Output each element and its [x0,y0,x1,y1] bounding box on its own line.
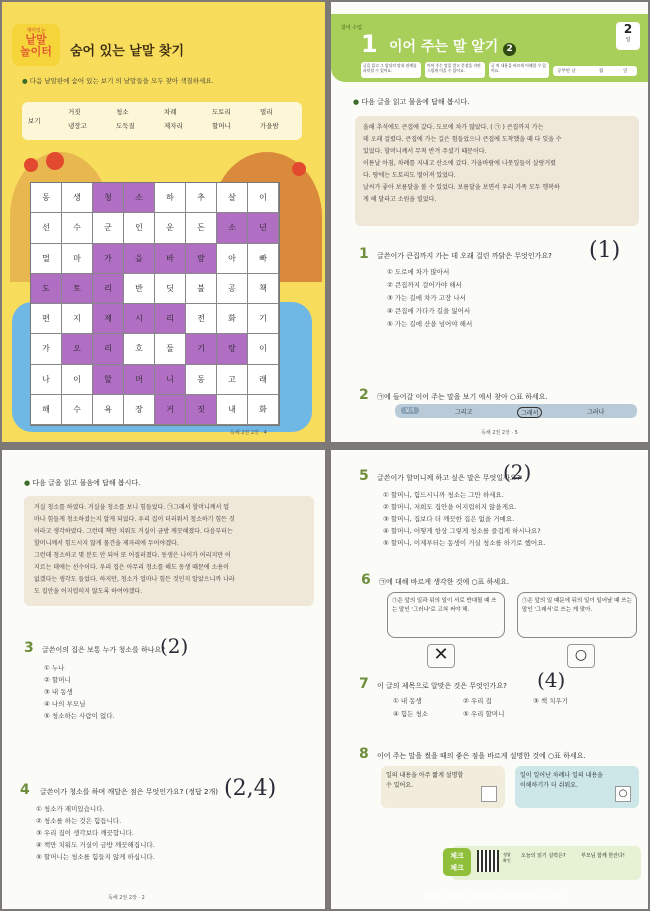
watermark: http://blog.naver.com/mosi1030 [424,891,563,902]
grid-cell[interactable]: 책 [248,274,279,304]
passage-line: 거실 청소를 하였다. 거실을 청소를 보니 힘들었다. ㉠그래서 할머니께서 얼 [34,504,230,511]
grid-cell[interactable]: 빠 [248,244,279,274]
grid-cell[interactable]: 선 [31,213,62,243]
question-text: ㉠에 들어갈 이어 주는 말을 보기 에서 찾아 ○표 하세요. [377,393,548,401]
word-item: 냉장고 [68,122,87,130]
grid-cell[interactable]: 화 [217,304,248,334]
grid-cell[interactable]: 지 [62,304,93,334]
instruction: ● 다음 글을 읽고 물음에 답해 봅시다. [24,479,141,487]
answer-option[interactable]: ① 누나 [44,664,65,672]
grid-cell[interactable]: 리 [93,274,124,304]
choice-bar [395,404,637,418]
check-text-1: 오늘의 읽기 실력은? [521,853,566,859]
choice-1[interactable]: 그리고 [455,409,473,416]
answer-option[interactable]: ② 청소를 하는 것은 힘듭니다. [36,817,122,825]
grid-cell[interactable]: 공 [217,274,248,304]
grid-cell[interactable]: 소 [124,183,155,213]
page-reading-2 [2,450,325,909]
grid-cell[interactable]: 내 [217,395,248,425]
question-text: 글쓴이의 집은 보통 누가 청소를 하나요? [42,646,166,654]
question-text: 글쓴이가 청소를 하며 깨달은 점은 무엇인가요? (정답 2개) [40,788,218,796]
grid-cell[interactable]: 머 [124,365,155,395]
date-field[interactable]: 공부한 날 월 일 [553,66,637,76]
grid-cell[interactable]: 시 [124,304,155,334]
answer-option[interactable]: ② 할머니, 저희도 집안을 어지럽히지 않을게요. [383,503,517,511]
answer-option[interactable]: ① 청소가 재미있습니다. [36,805,105,813]
passage-line: 지르는 데에는 선수이다. 우리 집은 아무리 청소를 해도 동생 때문에 소용이 [34,564,229,571]
instruction: ● 다음 글을 읽고 물음에 답해 봅시다. [353,98,470,106]
objective-card: 글을 읽고 그 앞뒤의 말과 관계를 파악할 수 있어요. [361,62,421,78]
grid-cell[interactable]: 하 [155,183,186,213]
grid-cell[interactable]: 소 [217,213,248,243]
passage-line: 할머니께서 힘드시지 않게 물건을 제자리에 두어야겠다. [34,540,179,547]
answer-option[interactable]: ② 큰집까지 걸어가야 해서 [387,281,462,289]
grid-cell[interactable]: 토 [62,274,93,304]
answer-box-crossed[interactable]: ✕ [427,644,455,668]
handwritten-answer: (2,4) [224,776,277,801]
leaf-icon: ● [353,98,360,106]
grid-cell[interactable]: 이 [248,334,279,364]
question-number: 5 [359,468,369,484]
logo [12,24,60,66]
answer-option[interactable]: ① 내 동생 [393,697,422,705]
grid-cell[interactable]: 동 [31,183,62,213]
grid-cell[interactable]: 둘 [155,334,186,364]
grid-cell[interactable]: 리 [155,304,186,334]
answer-option[interactable]: ③ 우리 집이 생각보다 깨끗합니다. [36,829,134,837]
objective-card: 글 의 내용을 바르게 이해할 수 있어요. [489,62,549,78]
answer-option[interactable]: ③ 가는 길에 차가 고장 나서 [387,294,466,302]
grid-cell[interactable]: 추 [186,183,217,213]
grid-cell[interactable]: 가 [31,334,62,364]
handwritten-answer: (1) [589,238,621,263]
grid-cell[interactable]: 호 [124,334,155,364]
page-connectives-1 [331,2,648,442]
grid-cell[interactable]: 랑 [217,334,248,364]
answer-box-circled[interactable]: ○ [615,786,631,802]
word-item: 청소 [116,108,129,116]
word-item: 도토리 [212,108,231,116]
grid-cell[interactable]: 수 [62,213,93,243]
grid-cell[interactable]: 니 [155,365,186,395]
handwritten-answer: (4) [537,668,566,692]
q8-left-card[interactable]: 일의 내용을 아주 짧게 설명할 수 있어요. [381,766,505,808]
question-number: 3 [24,640,34,656]
grid-cell[interactable]: 제 [93,304,124,334]
grid-cell[interactable]: 나 [31,365,62,395]
grid-cell[interactable]: 생 [62,183,93,213]
side-tag: 2 일 [616,22,640,50]
grid-cell[interactable]: 거 [155,395,186,425]
question-text: 이 글의 제목으로 알맞은 것은 무엇인가요? [377,682,507,690]
answer-option[interactable]: ① 도로에 차가 많아서 [387,268,450,276]
passage-line: 이라고 생각하였다. 그런데 책만 치워도 거실이 금방 깨끗해졌다. 다음부터는 [34,528,233,535]
grid-cell[interactable]: 멀 [31,244,62,274]
question-number: 8 [359,746,369,762]
passage-box [24,496,314,606]
answer-option[interactable]: ④ 힘든 청소 [393,710,429,718]
grid-cell[interactable]: 할 [93,365,124,395]
grid-cell[interactable]: 수 [62,395,93,425]
page-footer: 독해 2권 2장 · 5 [481,430,518,436]
grid-cell[interactable]: 기 [248,304,279,334]
answer-option[interactable]: ⑤ 가는 길에 산을 넘어야 해서 [387,320,473,328]
answer-box-circled[interactable]: ○ [567,644,595,668]
page-footer: 독해 2권 2장 · 4 [230,430,267,436]
word-item: 도둑질 [116,122,135,130]
answer-option[interactable]: ④ 큰집에 가다가 길을 잃어서 [387,307,471,315]
answer-option[interactable]: ③ 내 동생 [44,688,73,696]
grid-cell[interactable]: 이 [62,365,93,395]
page-word-search [2,2,325,442]
grid-cell[interactable]: 전 [186,304,217,334]
answer-box[interactable] [481,786,497,802]
passage-line: 이튿날 아침, 차례를 지내고 산소에 갔다. 가을바람에 나뭇잎들이 살랑거렸 [363,160,556,167]
grid-cell[interactable]: 마 [62,244,93,274]
word-item: 거짓 [68,108,81,116]
grid-cell[interactable]: 도 [31,274,62,304]
handwritten-answer: (2) [160,634,189,658]
question-text: 글쓴이가 큰집까지 가는 데 오래 걸린 까닭은 무엇인가요? [377,252,552,260]
question-text: 글쓴이가 할머니께 하고 싶은 말은 무엇일까요? [377,474,521,482]
tree-icon [292,162,306,176]
word-box-label: 보기 [28,117,41,125]
passage-line: 데 오래 걸렸다. 큰집에 가는 길은 험들었으나 큰집에 도착했을 때 다 잊을 수 [363,136,562,143]
qr-caption: 정답 확인 [503,852,511,863]
grid-cell[interactable]: 욕 [93,395,124,425]
logo-small: 재미있는 [26,28,46,34]
leaf-icon: ● [24,479,31,487]
grid-cell[interactable]: 기 [186,334,217,364]
grid-cell[interactable]: 바 [155,244,186,274]
grid-cell[interactable]: 운 [155,213,186,243]
question-number: 7 [359,676,369,692]
word-item: 가을밤 [260,122,279,130]
passage-line: 그런데 청소하고 몇 분도 안 되어 또 어질러졌다. 동생은 나이가 어리지만 어 [34,552,231,559]
grid-cell[interactable]: 해 [31,395,62,425]
page-title: 숨어 있는 낱말 찾기 [70,44,185,59]
grid-cell[interactable]: 청 [93,183,124,213]
grid-cell[interactable]: 아 [217,244,248,274]
question-number: 6 [361,572,371,588]
answer-option[interactable]: ④ 나의 부모님 [44,700,86,708]
question-text: ㉠에 대해 바르게 생각한 것에 ○표 하세요. [379,578,510,586]
answer-option[interactable]: ① 할머니, 힘드시니까 청소는 그만 하세요. [383,491,504,499]
grid-cell[interactable]: 오 [62,334,93,364]
section-number: 1 [361,30,378,58]
grid-cell[interactable]: 리 [93,334,124,364]
grid-cell[interactable]: 짓 [186,395,217,425]
grid-cell[interactable]: 돈 [186,213,217,243]
grid-cell[interactable]: 장 [124,395,155,425]
q6-right-card[interactable]: ㉠은 앞의 일 때문에 뒤의 일이 일어날 때 쓰는 말인 '그래서'로 쓰는 게 맞아. [517,592,637,638]
answer-option[interactable]: ③ 책 치우기 [533,697,569,705]
leaf-icon: ● [22,77,28,85]
word-item: 할머니 [212,122,231,130]
passage-line: 다. 땅에는 도토리도 떨어져 있었다. [363,172,456,179]
grid-cell[interactable]: 인 [124,213,155,243]
check-text-2: 부모님 함께 한잔다! [581,853,625,859]
grid-cell[interactable]: 군 [93,213,124,243]
passage-line: 올해 추석에도 큰집에 갔다. 도로에 차가 많았다. ( ㉠ ) 큰집까지 가는 [363,124,544,131]
question-number: 2 [359,387,369,403]
word-box [22,102,302,140]
grid-cell[interactable]: 화 [248,395,279,425]
grid-cell[interactable]: 년 [248,213,279,243]
grid-cell[interactable]: 이 [248,183,279,213]
answer-option[interactable]: ⑤ 할머니는 청소를 힘들지 않게 하십니다. [36,853,155,861]
question-number: 4 [20,782,30,798]
q6-left-card[interactable]: ㉠은 앞의 일과 뒤의 일이 서로 반대될 때 쓰는 말인 '그러나'로 고쳐 써야 해. [387,592,505,638]
answer-option[interactable]: ④ 할머니, 어떻게 항상 그렇게 청소를 즐겁게 하시나요? [383,527,541,535]
passage-line: 게 해 달라고 소원을 빌었다. [363,196,437,203]
question-text: 이어 주는 말을 썼을 때의 좋은 점을 바르게 설명한 것에 ○표 하세요. [377,752,586,760]
q8-right-card[interactable]: 일이 일어난 차례나 일의 내용을 이해하기가 더 쉬워요. ○ [515,766,639,808]
answer-option[interactable]: ④ 책만 치워도 거실이 금방 깨끗해집니다. [36,841,155,849]
logo-line1: 낱말 [25,33,47,46]
passage-line: 도 집안을 어지럽히지 않도록 하여야겠다. [34,588,143,595]
question-number: 1 [359,246,369,262]
grid-cell[interactable]: 편 [31,304,62,334]
grid-cell[interactable]: 불 [186,274,217,304]
logo-line2: 놀이터 [20,45,52,58]
passage-box [355,116,639,226]
answer-option[interactable]: ⑤ 청소하는 사람이 없다. [44,712,115,720]
passage-line: 있었다. 할머니께서 무척 반겨 주셨기 때문이다. [363,148,487,155]
page-reading-3 [331,450,648,909]
page-footer: 독해 2권 2장 · 2 [108,895,145,901]
tree-icon [46,152,64,170]
grid-cell[interactable]: 가 [93,244,124,274]
header-badge: 참여 수업 [341,25,362,31]
word-item: 제자리 [164,122,183,130]
passage-line: 없겠다는 생각도 들었다. 하지만, 청소가 얼마나 힘든 것인지 알았으니까 나라 [34,576,235,583]
choice-label: 보기 [401,407,419,414]
grid-cell[interactable]: 을 [124,244,155,274]
choice-3[interactable]: 그러나 [587,409,605,416]
word-item: 차례 [164,108,177,116]
grid-cell[interactable]: 딧 [155,274,186,304]
word-item: 멀리 [260,108,273,116]
grid-cell[interactable]: 반 [124,274,155,304]
answer-option[interactable]: ② 할머니 [44,676,71,684]
answer-option[interactable]: ③ 할머니, 집보다 더 깨끗한 집은 없을 거예요. [383,515,515,523]
handwritten-answer: (2) [503,460,532,484]
objective-card: 이어 주는 말을 알고 문장을 자연스럽게 이을 수 있어요. [425,62,485,78]
tree-icon [24,158,38,172]
grid-cell[interactable]: 래 [248,365,279,395]
answer-option[interactable]: ⑤ 우리 할머니 [463,710,505,718]
check-badge: 체크 체크 [443,848,471,876]
passage-line: 마나 힘들게 청소하셨는지 알게 되었다. 우리 집이 더러워서 청소하기 힘든 것 [34,516,235,523]
grid-cell[interactable]: 살 [217,183,248,213]
check-bar [451,846,641,880]
instruction: ● 다음 낱말판에 숨어 있는 보기 의 낱말들을 모두 찾아 색칠하세요. [22,77,214,85]
answer-option[interactable]: ⑤ 할머니, 이제부터는 동생이 거실 청소를 하기로 했어요. [383,539,546,547]
qr-code-icon[interactable] [477,850,499,872]
answer-option[interactable]: ② 우리 집 [463,697,492,705]
letter-grid [30,182,280,426]
passage-line: 날씨가 좋아 보름달을 볼 수 있었다. 보름달을 보면서 우리 가족 모두 행복하 [363,184,560,191]
grid-cell[interactable]: 람 [186,244,217,274]
choice-2[interactable]: 그래서 [517,407,542,418]
grid-cell[interactable]: 고 [217,365,248,395]
page-title: 이어 주는 말 알기 2 [389,36,516,56]
grid-cell[interactable]: 동 [186,365,217,395]
title-circle: 2 [503,43,516,56]
